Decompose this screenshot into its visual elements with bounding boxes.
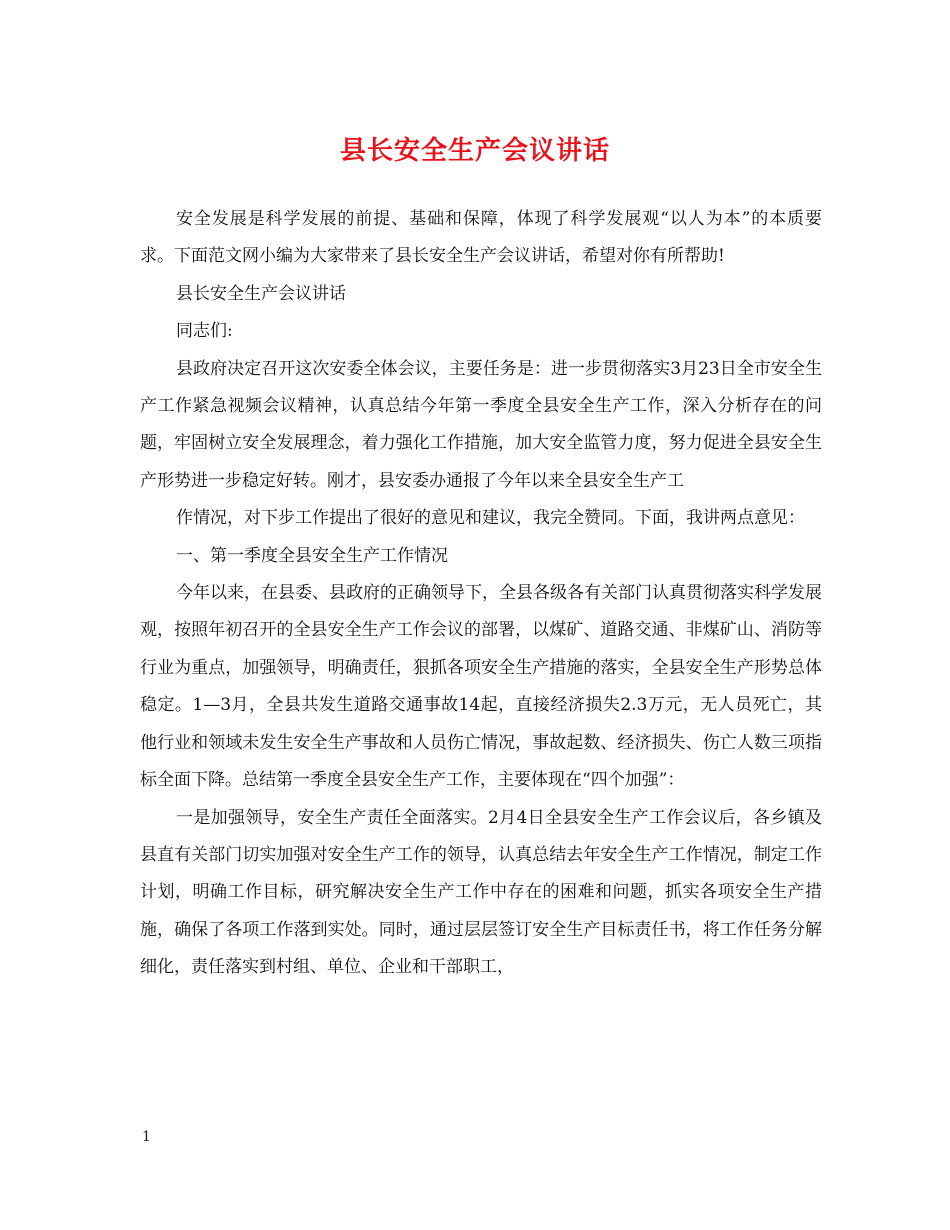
document-title: 县长安全生产会议讲话	[339, 136, 610, 166]
paragraph-salutation: 同志们:	[176, 321, 233, 342]
paragraph-meeting-purpose: 县政府决定召开这次安委全体会议，主要任务是：进一步贯彻落实3月23日全市安全生产工作紧急视频会议精神，认真总结今年第一季度全县安全生产工作，深入分析存在的问题，牢固树立安全发展理念，着力强化工作措施，加大安全监管力度，努力促进全县安全生产形势进一步稳定好转。刚才，县安委办通报了今年以来全县安全生产工	[140, 358, 822, 491]
paragraph-speech-title: 县长安全生产会议讲话	[176, 283, 346, 304]
section-heading-first-quarter: 一、第一季度全县安全生产工作情况	[176, 545, 448, 566]
page-number: 1	[142, 1129, 151, 1145]
paragraph-first-quarter-summary: 今年以来，在县委、县政府的正确领导下，全县各级各有关部门认真贯彻落实科学发展观，按照年初召开的全县安全生产工作会议的部署，以煤矿、道路交通、非煤矿山、消防等行业为重点，加强领导，明确责任，狠抓各项安全生产措施的落实，全县安全生产形势总体稳定。1—3月，全县共发生道路交通事故14起，直接经济损失2.3万元，无人员死亡，其他行业和领域未发生安全生产事故和人员伤亡情况，事故起数、经济损失、伤亡人数三项指标全面下降。总结第一季度全县安全生产工作，主要体现在“四个加强”：	[140, 583, 822, 791]
paragraph-intro: 安全发展是科学发展的前提、基础和保障，体现了科学发展观“以人为本”的本质要求。下面范文网小编为大家带来了县长安全生产会议讲话，希望对你有所帮助!	[140, 209, 822, 267]
document-body	[140, 201, 822, 987]
paragraph-strengthen-leadership: 一是加强领导，安全生产责任全面落实。2月4日全县安全生产工作会议后，各乡镇及县直有关部门切实加强对安全生产工作的领导，认真总结去年安全生产工作情况，制定工作计划，明确工作目标，研究解决安全生产工作中存在的困难和问题，抓实各项安全生产措施，确保了各项工作落到实处。同时，通过层层签订安全生产目标责任书，将工作任务分解细化，责任落实到村组、单位、企业和干部职工，	[140, 807, 822, 978]
paragraph-continuation: 作情况，对下步工作提出了很好的意见和建议，我完全赞同。下面，我讲两点意见：	[176, 508, 805, 529]
